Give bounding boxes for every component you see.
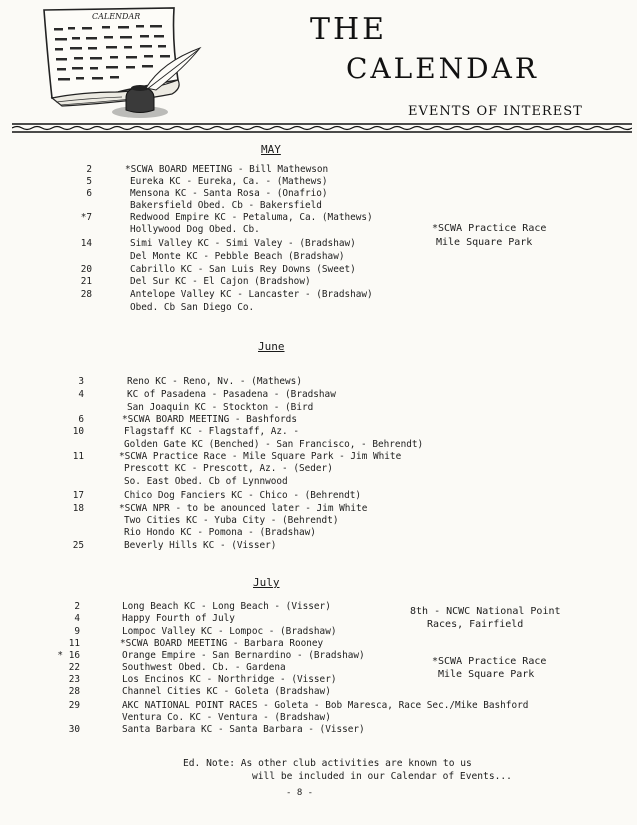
event-text: Cabrillo KC - San Luis Rey Downs (Sweet) xyxy=(130,264,356,275)
list-item xyxy=(0,251,637,263)
event-date: 14 xyxy=(80,238,92,249)
list-item xyxy=(0,302,637,314)
event-text: Del Sur KC - El Cajon (Bradshow) xyxy=(130,276,311,287)
event-text: Simi Valley KC - Simi Valey - (Bradshaw) xyxy=(130,238,356,249)
event-text: Beverly Hills KC - (Visser) xyxy=(124,540,277,551)
event-text: Southwest Obed. Cb. - Gardena xyxy=(122,662,286,673)
event-text: Orange Empire - San Bernardino - (Bradshaw) xyxy=(122,650,365,661)
event-text: Ventura Co. KC - Ventura - (Bradshaw) xyxy=(122,712,331,723)
event-text: Chico Dog Fanciers KC - Chico - (Behrendt) xyxy=(124,490,362,501)
event-text: KC of Pasadena - Pasadena - (Bradshaw xyxy=(127,389,336,400)
event-text: Redwood Empire KC - Petaluma, Ca. (Mathews) xyxy=(130,212,373,223)
list-item xyxy=(0,164,637,176)
event-text: Bakersfield Obed. Cb - Bakersfield xyxy=(130,200,322,211)
editor-note-line1: Ed. Note: As other club activities are known to us xyxy=(183,758,472,769)
list-item xyxy=(0,463,637,475)
logo-caption: CALENDAR xyxy=(92,12,141,21)
list-item xyxy=(0,490,637,502)
list-item xyxy=(0,264,637,276)
event-text: Long Beach KC - Long Beach - (Visser) xyxy=(122,601,331,612)
event-date: * 16 xyxy=(57,650,80,661)
event-text: Obed. Cb San Diego Co. xyxy=(130,302,255,313)
event-date: 30 xyxy=(68,724,80,735)
list-item xyxy=(0,439,637,451)
may-practice-race-location: Mile Square Park xyxy=(436,237,533,248)
month-heading-july: July xyxy=(253,576,280,589)
event-date: 6 xyxy=(86,188,92,199)
event-text: Lompoc Valley KC - Lompoc - (Bradshaw) xyxy=(122,626,337,637)
list-item xyxy=(0,451,637,463)
masthead-subtitle: EVENTS OF INTEREST xyxy=(408,104,583,119)
list-item xyxy=(0,402,637,414)
event-text: Antelope Valley KC - Lancaster - (Bradshaw) xyxy=(130,289,373,300)
event-date: *7 xyxy=(80,212,92,223)
list-item xyxy=(0,389,637,401)
masthead-title-line2: CALENDAR xyxy=(346,52,539,85)
event-text: Flagstaff KC - Flagstaff, Az. - xyxy=(124,426,299,437)
event-date: 4 xyxy=(78,389,84,400)
event-text: Happy Fourth of July xyxy=(122,613,235,624)
list-item xyxy=(0,289,637,301)
masthead-title-line1: THE xyxy=(310,12,388,47)
event-text: *SCWA BOARD MEETING - Barbara Rooney xyxy=(120,638,324,649)
list-item xyxy=(0,188,637,200)
list-item xyxy=(0,200,637,212)
event-date: 25 xyxy=(72,540,84,551)
event-text: *SCWA NPR - to be anounced later - Jim White xyxy=(119,503,368,514)
event-date: 9 xyxy=(74,626,80,637)
calendar-sheet-icon xyxy=(44,8,179,106)
event-date: 11 xyxy=(72,451,84,462)
page-number: - 8 - xyxy=(286,788,314,798)
event-date: 29 xyxy=(68,700,80,711)
editor-note-line2: will be included in our Calendar of Events... xyxy=(252,771,512,782)
event-date: 21 xyxy=(80,276,92,287)
list-item xyxy=(0,176,637,188)
list-item xyxy=(0,700,637,712)
event-date: 11 xyxy=(68,638,80,649)
list-item xyxy=(0,674,637,686)
month-heading-june: June xyxy=(258,340,285,353)
list-item xyxy=(0,626,637,638)
event-text: Eureka KC - Eureka, Ca. - (Mathews) xyxy=(130,176,328,187)
event-date: 6 xyxy=(78,414,84,425)
event-date: 23 xyxy=(68,674,80,685)
event-date: 2 xyxy=(74,601,80,612)
event-text: Reno KC - Reno, Nv. - (Mathews) xyxy=(127,376,302,387)
list-item xyxy=(0,686,637,698)
may-practice-race-note: *SCWA Practice Race xyxy=(432,223,547,234)
event-text: Del Monte KC - Pebble Beach (Bradshaw) xyxy=(130,251,345,262)
event-date: 10 xyxy=(72,426,84,437)
july-ncwc-location: Races, Fairfield xyxy=(427,619,524,630)
list-item xyxy=(0,503,637,515)
event-date: 3 xyxy=(78,376,84,387)
month-heading-may: MAY xyxy=(261,143,281,156)
list-item xyxy=(0,376,637,388)
event-text: San Joaquin KC - Stockton - (Bird xyxy=(127,402,314,413)
event-date: 18 xyxy=(72,503,84,514)
event-date: 22 xyxy=(68,662,80,673)
event-text: AKC NATIONAL POINT RACES - Goleta - Bob Maresca, Race Sec./Mike Bashford xyxy=(122,700,529,711)
list-item xyxy=(0,540,637,552)
event-text: Mensona KC - Santa Rosa - (Onafrio) xyxy=(130,188,328,199)
event-date: 17 xyxy=(72,490,84,501)
event-text: Golden Gate KC (Benched) - San Francisco, - Behrendt) xyxy=(124,439,424,450)
event-date: 4 xyxy=(74,613,80,624)
july-ncwc-note: 8th - NCWC National Point xyxy=(410,606,561,617)
list-item xyxy=(0,238,637,250)
july-practice-race-location: Mile Square Park xyxy=(438,669,535,680)
list-item xyxy=(0,476,637,488)
event-date: 28 xyxy=(68,686,80,697)
event-date: 28 xyxy=(80,289,92,300)
event-text: *SCWA BOARD MEETING - Bashfords xyxy=(122,414,297,425)
event-text: Rio Hondo KC - Pomona - (Bradshaw) xyxy=(124,527,316,538)
july-practice-race-note: *SCWA Practice Race xyxy=(432,656,547,667)
list-item xyxy=(0,638,637,650)
list-item xyxy=(0,712,637,724)
list-item xyxy=(0,724,637,736)
event-text: Santa Barbara KC - Santa Barbara - (Visser) xyxy=(122,724,365,735)
event-text: Los Encinos KC - Northridge - (Visser) xyxy=(122,674,337,685)
list-item xyxy=(0,527,637,539)
list-item xyxy=(0,426,637,438)
event-date: 2 xyxy=(86,164,92,175)
list-item xyxy=(0,515,637,527)
event-date: 5 xyxy=(86,176,92,187)
event-date: 20 xyxy=(80,264,92,275)
event-text: *SCWA Practice Race - Mile Square Park - Jim White xyxy=(119,451,402,462)
event-text: Prescott KC - Prescott, Az. - (Seder) xyxy=(124,463,333,474)
event-text: So. East Obed. Cb of Lynnwood xyxy=(124,476,288,487)
event-text: *SCWA BOARD MEETING - Bill Mathewson xyxy=(125,164,329,175)
event-text: Hollywood Dog Obed. Cb. xyxy=(130,224,260,235)
list-item xyxy=(0,414,637,426)
event-text: Two Cities KC - Yuba City - (Behrendt) xyxy=(124,515,339,526)
list-item xyxy=(0,276,637,288)
decorative-wave-rule xyxy=(12,122,632,134)
calendar-quill-logo xyxy=(22,2,202,122)
event-text: Channel Cities KC - Goleta (Bradshaw) xyxy=(122,686,331,697)
